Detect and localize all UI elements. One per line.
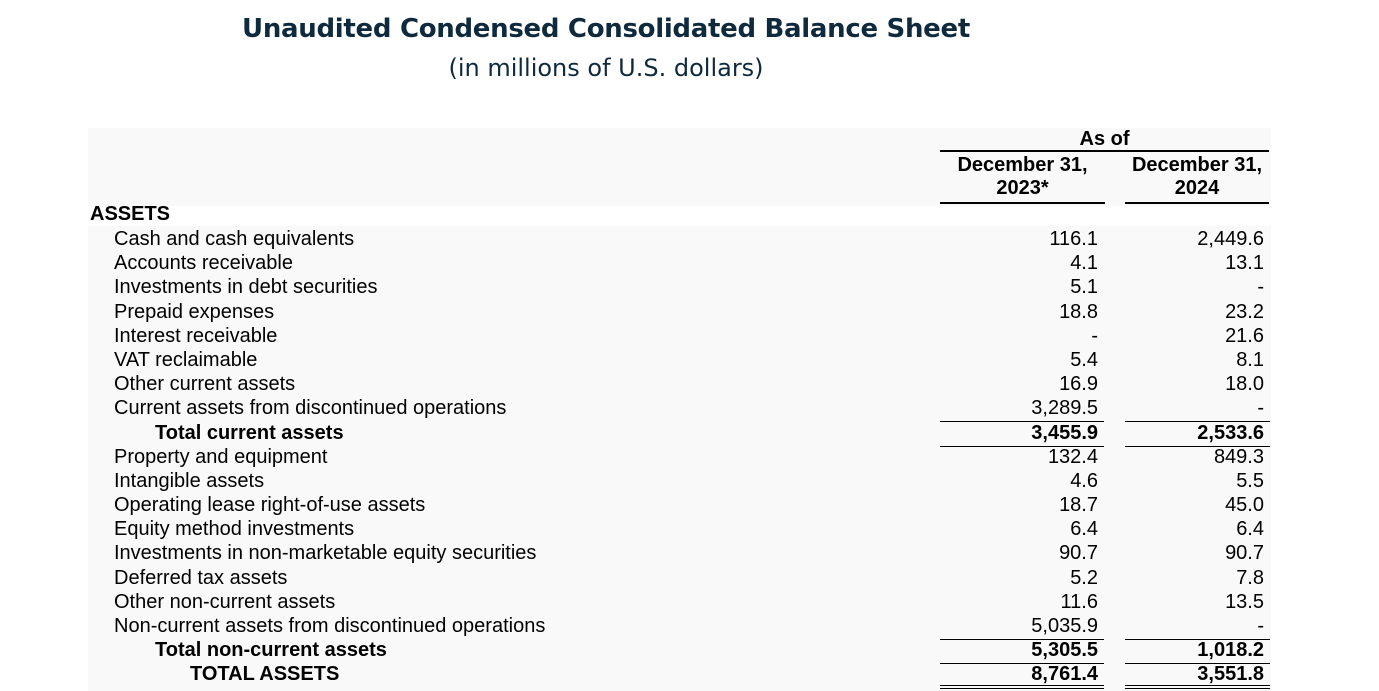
value-2024: - bbox=[1125, 396, 1264, 420]
value-2023: 90.7 bbox=[1059, 542, 1098, 565]
row-label: Total non-current assets bbox=[155, 639, 387, 662]
value-2023: 4.6 bbox=[1070, 469, 1098, 492]
value-2024: 23.2 bbox=[1225, 300, 1264, 323]
row-label: Property and equipment bbox=[114, 445, 328, 468]
row-label: Prepaid expenses bbox=[114, 300, 275, 323]
table-row bbox=[90, 251, 1270, 275]
row-label: Cash and cash equivalents bbox=[114, 228, 355, 250]
value-2024: 849.3 bbox=[1213, 445, 1264, 468]
value-2023: 18.7 bbox=[1059, 494, 1098, 517]
value-2024: - bbox=[1125, 614, 1264, 638]
table-row bbox=[90, 275, 1270, 299]
column-header-2024 bbox=[1125, 154, 1269, 204]
value-2023: 5,305.5 bbox=[940, 638, 1098, 662]
table-row bbox=[90, 372, 1270, 396]
table-row bbox=[90, 348, 1270, 372]
value-2023: - bbox=[1091, 324, 1098, 347]
row-label: Non-current assets from discontinued operations bbox=[114, 615, 546, 637]
column-header-2024-line1: December 31, bbox=[1131, 154, 1263, 176]
row-label: Other non-current assets bbox=[114, 590, 336, 613]
value-2024: 2,533.6 bbox=[1125, 421, 1264, 445]
value-2023: 5.4 bbox=[1070, 348, 1098, 371]
value-2024: 3,551.8 bbox=[1125, 662, 1264, 686]
value-2024: 7.8 bbox=[1236, 566, 1264, 589]
row-label: Accounts receivable bbox=[114, 252, 293, 275]
row-label: Deferred tax assets bbox=[114, 566, 288, 589]
table-row bbox=[90, 396, 1270, 420]
row-label: VAT reclaimable bbox=[114, 348, 258, 371]
value-2023: 3,289.5 bbox=[940, 396, 1098, 420]
row-label: Intangible assets bbox=[114, 469, 265, 492]
page-title: Unaudited Condensed Consolidated Balance Sheet bbox=[242, 14, 970, 44]
section-header-assets: ASSETS bbox=[90, 203, 171, 225]
subtotal-row bbox=[90, 638, 1270, 662]
column-header-2023-line2: 2023* bbox=[996, 177, 1049, 199]
column-header-2023-line1: December 31, bbox=[957, 154, 1088, 176]
value-2023: 8,761.4 bbox=[940, 662, 1098, 686]
value-2024: 5.5 bbox=[1236, 469, 1264, 492]
value-2024: 13.1 bbox=[1225, 252, 1264, 275]
value-2024: 13.5 bbox=[1225, 590, 1264, 613]
subtotal-row bbox=[90, 421, 1270, 445]
row-label: Investments in debt securities bbox=[114, 276, 378, 299]
value-2023: 16.9 bbox=[1059, 373, 1098, 396]
row-label: Interest receivable bbox=[114, 324, 278, 347]
row-label: Operating lease right-of-use assets bbox=[114, 494, 426, 517]
table-row bbox=[90, 445, 1270, 469]
value-2023: 5,035.9 bbox=[940, 614, 1098, 638]
value-2023: 5.1 bbox=[1070, 276, 1098, 299]
value-2024: 18.0 bbox=[1225, 373, 1264, 396]
table-row bbox=[90, 300, 1270, 324]
value-2023: 18.8 bbox=[1059, 300, 1098, 323]
value-2024: - bbox=[1257, 276, 1264, 299]
table-row bbox=[90, 590, 1270, 614]
table-row bbox=[90, 227, 1270, 251]
value-2023: 5.2 bbox=[1070, 566, 1098, 589]
value-2023: 132.4 bbox=[1047, 445, 1098, 468]
row-label: Current assets from discontinued operations bbox=[114, 397, 507, 420]
row-label: Total current assets bbox=[155, 421, 344, 444]
value-2024: 21.6 bbox=[1225, 324, 1264, 347]
value-2023: 4.1 bbox=[1070, 252, 1098, 275]
value-2023: 3,455.9 bbox=[940, 421, 1098, 445]
value-2023: 11.6 bbox=[1060, 590, 1098, 613]
table-row bbox=[90, 541, 1270, 565]
row-label: TOTAL ASSETS bbox=[190, 663, 340, 686]
value-2023: 6.4 bbox=[1070, 518, 1098, 541]
page-subtitle: (in millions of U.S. dollars) bbox=[448, 54, 764, 82]
grand-total-row bbox=[90, 662, 1270, 686]
row-label: Other current assets bbox=[114, 373, 296, 396]
table-row bbox=[90, 614, 1270, 638]
value-2024: 2,449.6 bbox=[1197, 228, 1264, 250]
as-of-header: As of bbox=[940, 128, 1269, 152]
value-2024: 45.0 bbox=[1225, 494, 1264, 517]
table-row bbox=[90, 493, 1270, 517]
table-row bbox=[90, 469, 1270, 493]
value-2024: 90.7 bbox=[1225, 542, 1264, 565]
value-2024: 6.4 bbox=[1236, 518, 1264, 541]
value-2024: 8.1 bbox=[1236, 348, 1264, 371]
row-label: Investments in non-marketable equity securities bbox=[114, 542, 537, 565]
column-header-2024-line2: 2024 bbox=[1174, 177, 1220, 199]
value-2024: 1,018.2 bbox=[1125, 638, 1264, 662]
table-row bbox=[90, 566, 1270, 590]
value-2023: 116.1 bbox=[1049, 228, 1098, 250]
row-label: Equity method investments bbox=[114, 518, 355, 541]
table-row bbox=[90, 324, 1270, 348]
assets-table bbox=[90, 227, 1270, 687]
column-header-2023 bbox=[940, 154, 1105, 204]
table-row bbox=[90, 517, 1270, 541]
